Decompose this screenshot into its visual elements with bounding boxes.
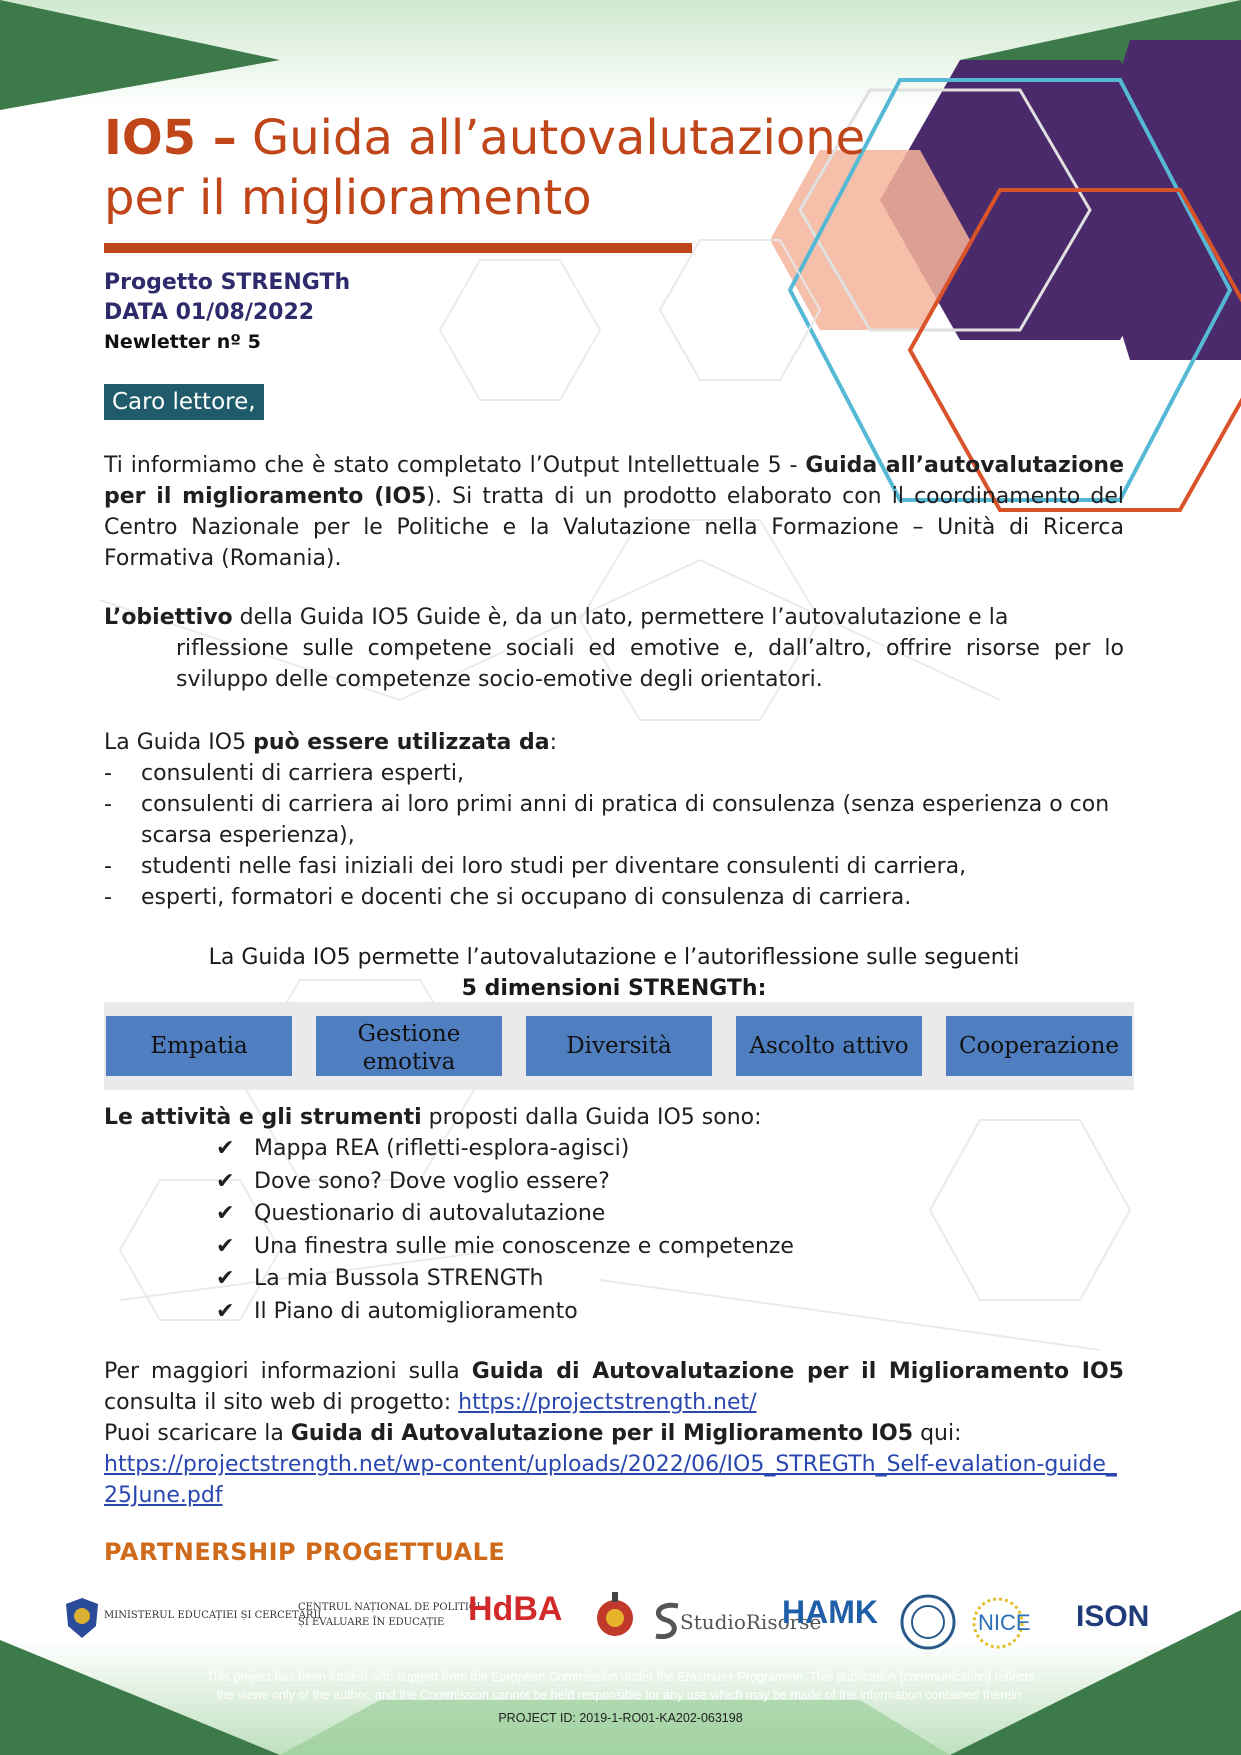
objective-paragraph — [104, 602, 1124, 695]
activities-list — [104, 1133, 1124, 1328]
check-icon: ✔ — [216, 1168, 235, 1194]
usage-lead — [104, 727, 1124, 758]
dimensions-intro-line1: La Guida IO5 permette l’autovalutazione e l’autoriflessione sulle seguenti — [208, 945, 1020, 970]
list-item — [216, 1198, 1124, 1231]
more-info-text4: qui: — [913, 1421, 962, 1446]
list-item — [216, 1166, 1124, 1199]
activities-bold: Le attività e gli strumenti — [104, 1105, 422, 1130]
more-info-text2: consulta il sito web di progetto: — [104, 1390, 459, 1415]
usage-lead-bold: può essere utilizzata da — [253, 730, 550, 755]
project-website-link[interactable]: https://projectstrength.net/ — [458, 1390, 757, 1415]
list-item-label: Dove sono? Dove voglio essere? — [254, 1168, 610, 1194]
dimension-box: Empatia — [106, 1016, 292, 1076]
more-info-bold2: Guida di Autovalutazione per il Miglioramento IO5 — [290, 1421, 914, 1446]
footer-disclaimer-line1: This project has been funded with support from the European Commission under the Erasmus+ Programme. This publication [communication] reflects — [206, 1670, 1035, 1684]
project-date: DATA 01/08/2022 — [104, 300, 315, 325]
cnpee-line2: ȘI EVALUARE ÎN EDUCAȚIE — [298, 1617, 445, 1628]
intro-bold: Guida all’autovalutazione per il miglioramento (IO5 — [104, 453, 1124, 509]
project-name: Progetto STRENGTh — [104, 270, 351, 295]
hamk-logo: HAMK — [782, 1594, 878, 1630]
title-underline — [104, 243, 692, 253]
usage-section — [104, 727, 1124, 913]
partner-logos — [60, 1590, 1180, 1662]
ison-logo: ISON — [1076, 1600, 1150, 1633]
list-item-label: La mia Bussola STRENGTh — [254, 1266, 544, 1291]
list-item — [216, 1231, 1124, 1264]
usage-lead-end: : — [549, 730, 558, 755]
activities-lead — [104, 1102, 1124, 1133]
dimension-box: Cooperazione — [946, 1016, 1132, 1076]
intro-text2: ). Si tratta di un prodotto elaborato con il coordinamento del Centro Nazionale per le Politiche e la Valutazione nella Formazione – Unità di Ricerca Formativa (Romania). — [104, 484, 1124, 571]
cnpee-line1: CENTRUL NAȚIONAL DE POLITICI — [298, 1602, 481, 1613]
objective-rest: riflessione sulle competene sociali ed emotive e, dall’altro, offrire risorse per lo sviluppo delle competenze socio-emotive degli orientatori. — [176, 636, 1124, 692]
dimension-box: Gestione emotiva — [316, 1016, 502, 1076]
list-item-label: Una finestra sulle mie conoscenze e competenze — [254, 1233, 794, 1259]
objective-bold: L’obiettivo — [104, 605, 233, 630]
partnership-title: PARTNERSHIP PROGETTUALE — [104, 1538, 506, 1566]
list-item: - consulenti di carriera ai loro primi anni di pratica di consulenza (senza esperienza o con scarsa esperienza), — [104, 789, 1124, 851]
title-rest: Guida all’autovalutazione — [236, 110, 866, 166]
objective-first: della Guida IO5 Guide è, da un lato, permettere l’autovalutazione e la — [232, 605, 1009, 630]
intro-paragraph — [104, 450, 1124, 574]
project-meta — [104, 268, 350, 356]
intro-text1: Ti informiamo che è stato completato l’Output Intellettuale 5 - — [104, 453, 806, 478]
list-item — [216, 1263, 1124, 1296]
more-info-bold1: Guida di Autovalutazione per il Miglioramento IO5 — [471, 1359, 1124, 1384]
ministry-crest-icon — [64, 1596, 100, 1640]
list-item: - consulenti di carriera esperti, — [104, 758, 1124, 789]
ministry-logo: MINISTERUL EDUCAȚIEI ȘI CERCETĂRII — [104, 1610, 322, 1621]
activities-section — [104, 1102, 1124, 1328]
project-id: PROJECT ID: 2019-1-RO01-KA202-063198 — [498, 1711, 743, 1725]
page-title — [104, 108, 924, 228]
check-icon: ✔ — [216, 1201, 235, 1226]
list-item-label: Mappa REA (rifletti-esplora-agisci) — [254, 1136, 630, 1161]
more-info-text1: Per maggiori informazioni sulla — [104, 1359, 472, 1384]
list-item-label: Questionario di autovalutazione — [254, 1201, 606, 1226]
list-item: - studenti nelle fasi iniziali dei loro studi per diventare consulenti di carriera, — [104, 851, 1124, 882]
usage-list — [104, 758, 1124, 913]
dimensions-intro-line2: 5 dimensioni STRENGTh: — [461, 976, 767, 1001]
check-icon: ✔ — [216, 1233, 235, 1259]
title-bold: IO5 – — [104, 110, 237, 166]
more-info-text3: Puoi scaricare la — [104, 1421, 291, 1446]
dimensions-intro — [104, 942, 1124, 1004]
studiorisorse-logo: StudioRisorse — [680, 1610, 822, 1634]
list-item: - esperti, formatori e docenti che si occupano di consulenza di carriera. — [104, 882, 1124, 913]
dimensions-row — [104, 1002, 1134, 1090]
dimension-box: Diversità — [526, 1016, 712, 1076]
guide-download-link[interactable]: https://projectstrength.net/wp-content/uploads/2022/06/IO5_STREGTh_Self-evalation-guide_25June.pdf — [104, 1452, 1117, 1508]
check-icon: ✔ — [216, 1298, 235, 1324]
more-info — [104, 1356, 1124, 1511]
greeting: Caro lettore, — [104, 384, 264, 420]
usage-lead-text: La Guida IO5 — [104, 730, 254, 755]
list-item-label: Il Piano di automiglioramento — [254, 1298, 578, 1324]
university-seal-icon — [900, 1592, 956, 1652]
cnpee-logo — [298, 1600, 480, 1630]
title-line2: per il miglioramento — [104, 170, 592, 226]
dimension-box: Ascolto attivo — [736, 1016, 922, 1076]
emblem-icon — [590, 1590, 640, 1650]
footer-disclaimer-line2: the views only of the author, and the Commission cannot be held responsible for any use which may be made of the information contained therein. — [216, 1688, 1025, 1702]
check-icon: ✔ — [216, 1266, 235, 1291]
newsletter-number: Newletter nº 5 — [104, 331, 261, 353]
nice-logo: NICE — [978, 1610, 1031, 1635]
hdba-logo: HdBA — [468, 1590, 563, 1628]
list-item — [216, 1133, 1124, 1166]
footer — [0, 1668, 1241, 1728]
activities-text: proposti dalla Guida IO5 sono: — [421, 1105, 762, 1130]
check-icon: ✔ — [216, 1136, 235, 1161]
list-item — [216, 1296, 1124, 1329]
